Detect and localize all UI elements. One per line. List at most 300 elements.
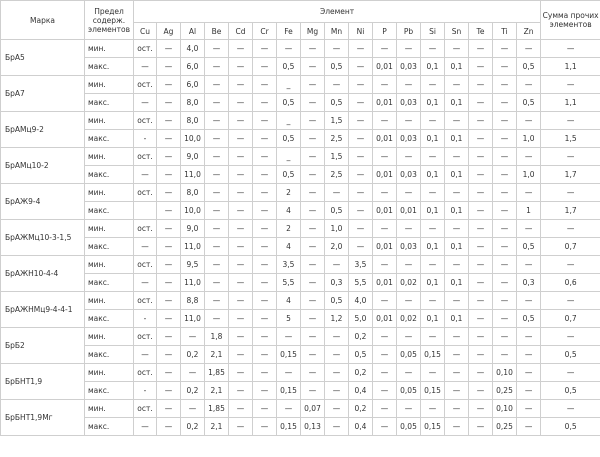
value-cell: — xyxy=(253,76,277,94)
value-cell: — xyxy=(205,220,229,238)
value-cell: — xyxy=(349,112,373,130)
value-cell: — xyxy=(229,76,253,94)
value-cell: — xyxy=(229,382,253,400)
limit-cell: мин. xyxy=(85,292,134,310)
value-cell: — xyxy=(157,220,181,238)
value-cell: — xyxy=(253,400,277,418)
element-header-cell: Ni xyxy=(349,23,373,40)
value-cell: — xyxy=(493,328,517,346)
value-cell: 0,1 xyxy=(445,238,469,256)
value-cell: ост. xyxy=(134,220,157,238)
value-cell: — xyxy=(397,184,421,202)
value-cell: — xyxy=(253,148,277,166)
limit-cell: макс. xyxy=(85,418,134,436)
value-cell: 4 xyxy=(277,238,301,256)
sum-cell: 1,7 xyxy=(541,166,600,184)
value-cell: — xyxy=(301,76,325,94)
value-cell: — xyxy=(157,76,181,94)
sum-cell: — xyxy=(541,40,600,58)
value-cell: — xyxy=(301,274,325,292)
value-cell: 0,01 xyxy=(373,310,397,328)
value-cell: — xyxy=(301,328,325,346)
value-cell: 0,1 xyxy=(421,58,445,76)
value-cell: 8,0 xyxy=(181,94,205,112)
value-cell: — xyxy=(373,418,397,436)
value-cell: 0,5 xyxy=(325,292,349,310)
value-cell: 11,0 xyxy=(181,274,205,292)
value-cell: — xyxy=(397,400,421,418)
value-cell: — xyxy=(134,58,157,76)
value-cell: — xyxy=(253,328,277,346)
table-row xyxy=(1,310,600,328)
value-cell: — xyxy=(493,40,517,58)
table-row xyxy=(1,256,600,274)
value-cell: — xyxy=(134,238,157,256)
value-cell: — xyxy=(493,148,517,166)
value-cell: — xyxy=(301,40,325,58)
value-cell: 0,01 xyxy=(373,202,397,220)
value-cell: 10,0 xyxy=(181,130,205,148)
value-cell: — xyxy=(517,256,541,274)
value-cell: — xyxy=(397,40,421,58)
table-row xyxy=(1,418,600,436)
value-cell: — xyxy=(493,76,517,94)
value-cell: — xyxy=(253,166,277,184)
value-cell: — xyxy=(469,274,493,292)
value-cell: — xyxy=(517,76,541,94)
value-cell: — xyxy=(181,328,205,346)
value-cell: — xyxy=(493,238,517,256)
value-cell: 0,5 xyxy=(277,130,301,148)
value-cell: 1,85 xyxy=(205,400,229,418)
value-cell: 1,5 xyxy=(325,148,349,166)
value-cell: — xyxy=(205,112,229,130)
limit-cell: макс. xyxy=(85,58,134,76)
sum-cell: 0,7 xyxy=(541,238,600,256)
table-row xyxy=(1,202,600,220)
value-cell: — xyxy=(253,346,277,364)
value-cell: — xyxy=(469,112,493,130)
value-cell: — xyxy=(493,184,517,202)
value-cell: — xyxy=(301,346,325,364)
value-cell: 0,1 xyxy=(445,274,469,292)
table-row xyxy=(1,328,600,346)
grade-name: БрБНТ1,9 xyxy=(1,364,85,400)
value-cell: — xyxy=(205,130,229,148)
grade-name: БрАМц10-2 xyxy=(1,148,85,184)
value-cell: — xyxy=(277,400,301,418)
value-cell: — xyxy=(397,112,421,130)
value-cell: 0,2 xyxy=(349,364,373,382)
value-cell: — xyxy=(517,40,541,58)
sum-cell: — xyxy=(541,292,600,310)
value-cell: 0,4 xyxy=(349,418,373,436)
value-cell: — xyxy=(445,364,469,382)
value-cell: 0,5 xyxy=(277,58,301,76)
value-cell: 2,5 xyxy=(325,166,349,184)
value-cell: — xyxy=(301,310,325,328)
value-cell: — xyxy=(253,274,277,292)
table-row xyxy=(1,58,600,76)
value-cell: — xyxy=(205,202,229,220)
value-cell: — xyxy=(205,274,229,292)
value-cell: 0,01 xyxy=(373,274,397,292)
value-cell: 0,5 xyxy=(517,58,541,76)
value-cell: 1,85 xyxy=(205,364,229,382)
value-cell: ост. xyxy=(134,328,157,346)
value-cell: — xyxy=(349,220,373,238)
element-header-cell: Ag xyxy=(157,23,181,40)
element-header-cell: Ti xyxy=(493,23,517,40)
value-cell: — xyxy=(229,400,253,418)
value-cell: — xyxy=(445,400,469,418)
limit-cell: макс. xyxy=(85,94,134,112)
value-cell: 0,5 xyxy=(517,238,541,256)
value-cell: 0,1 xyxy=(421,274,445,292)
value-cell: 11,0 xyxy=(181,166,205,184)
value-cell: — xyxy=(493,94,517,112)
limit-cell: макс. xyxy=(85,130,134,148)
value-cell: — xyxy=(517,328,541,346)
value-cell: — xyxy=(493,346,517,364)
grade-name: БрБ2 xyxy=(1,328,85,364)
table-row xyxy=(1,238,600,256)
value-cell: — xyxy=(229,220,253,238)
value-cell: 0,02 xyxy=(397,274,421,292)
value-cell: 0,2 xyxy=(181,418,205,436)
grade-name: БрАМц9-2 xyxy=(1,112,85,148)
value-cell: — xyxy=(517,346,541,364)
value-cell: — xyxy=(445,76,469,94)
value-cell: — xyxy=(229,112,253,130)
value-cell: — xyxy=(349,130,373,148)
value-cell: 8,0 xyxy=(181,112,205,130)
value-cell: 0,25 xyxy=(493,382,517,400)
value-cell: — xyxy=(469,382,493,400)
limit-cell: макс. xyxy=(85,274,134,292)
value-cell: — xyxy=(325,400,349,418)
value-cell: ост. xyxy=(134,76,157,94)
value-cell: 0,3 xyxy=(517,274,541,292)
value-cell: — xyxy=(349,184,373,202)
sum-cell: — xyxy=(541,400,600,418)
value-cell: — xyxy=(229,202,253,220)
value-cell: — xyxy=(517,382,541,400)
value-cell: 4,0 xyxy=(349,292,373,310)
value-cell: 11,0 xyxy=(181,238,205,256)
table-row xyxy=(1,382,600,400)
value-cell: 2 xyxy=(277,184,301,202)
limit-cell: мин. xyxy=(85,328,134,346)
table-row xyxy=(1,166,600,184)
value-cell: 0,2 xyxy=(349,328,373,346)
value-cell: — xyxy=(181,364,205,382)
value-cell: 0,2 xyxy=(349,400,373,418)
value-cell: 6,0 xyxy=(181,76,205,94)
value-cell: — xyxy=(229,94,253,112)
value-cell: — xyxy=(277,364,301,382)
value-cell: — xyxy=(349,58,373,76)
sum-cell: — xyxy=(541,76,600,94)
value-cell: 0,25 xyxy=(493,418,517,436)
value-cell: 0,01 xyxy=(397,202,421,220)
value-cell: 0,15 xyxy=(277,382,301,400)
value-cell: — xyxy=(253,220,277,238)
sum-cell: — xyxy=(541,364,600,382)
element-header-cell: P xyxy=(373,23,397,40)
value-cell: — xyxy=(157,400,181,418)
value-cell: 0,01 xyxy=(373,58,397,76)
value-cell: 0,2 xyxy=(181,346,205,364)
value-cell: — xyxy=(469,400,493,418)
value-cell: — xyxy=(469,418,493,436)
element-header-cell: Mg xyxy=(301,23,325,40)
grade-name: БрАЖН10-4-4 xyxy=(1,256,85,292)
sum-cell: 0,5 xyxy=(541,346,600,364)
value-cell: — xyxy=(157,328,181,346)
limit-header: Предел содерж. элементов xyxy=(85,1,134,40)
value-cell: — xyxy=(229,130,253,148)
value-cell: — xyxy=(421,76,445,94)
value-cell: — xyxy=(229,58,253,76)
value-cell: — xyxy=(277,328,301,346)
value-cell: — xyxy=(205,76,229,94)
value-cell: — xyxy=(397,328,421,346)
value-cell: — xyxy=(229,184,253,202)
sum-cell: — xyxy=(541,184,600,202)
value-cell: — xyxy=(469,238,493,256)
value-cell: ост. xyxy=(134,112,157,130)
value-cell: 0,07 xyxy=(301,400,325,418)
element-header-cell: Al xyxy=(181,23,205,40)
value-cell: — xyxy=(445,256,469,274)
value-cell: 4 xyxy=(277,292,301,310)
value-cell: — xyxy=(469,346,493,364)
table-row xyxy=(1,40,600,58)
value-cell: — xyxy=(301,130,325,148)
grade-name: БрА7 xyxy=(1,76,85,112)
value-cell: — xyxy=(397,148,421,166)
value-cell: — xyxy=(517,418,541,436)
value-cell: — xyxy=(205,256,229,274)
value-cell: 0,15 xyxy=(421,346,445,364)
value-cell: — xyxy=(325,382,349,400)
value-cell: — xyxy=(493,310,517,328)
value-cell: — xyxy=(445,382,469,400)
value-cell: — xyxy=(325,184,349,202)
value-cell: — xyxy=(373,40,397,58)
table-row xyxy=(1,76,600,94)
sum-cell: — xyxy=(541,220,600,238)
value-cell: — xyxy=(349,40,373,58)
value-cell: 5 xyxy=(277,310,301,328)
value-cell: — xyxy=(373,382,397,400)
value-cell: — xyxy=(517,364,541,382)
value-cell: — xyxy=(493,166,517,184)
table-row xyxy=(1,184,600,202)
value-cell: — xyxy=(157,58,181,76)
sum-cell: 0,5 xyxy=(541,382,600,400)
value-cell: — xyxy=(253,382,277,400)
sum-cell: 1,1 xyxy=(541,94,600,112)
value-cell: — xyxy=(421,220,445,238)
value-cell: 4,0 xyxy=(181,40,205,58)
value-cell: 0,01 xyxy=(373,166,397,184)
limit-cell: макс. xyxy=(85,166,134,184)
limit-cell: мин. xyxy=(85,256,134,274)
value-cell: — xyxy=(493,130,517,148)
value-cell: — xyxy=(517,400,541,418)
value-cell: — xyxy=(157,310,181,328)
sum-cell: — xyxy=(541,148,600,166)
value-cell: — xyxy=(421,364,445,382)
value-cell: — xyxy=(445,346,469,364)
value-cell: — xyxy=(253,256,277,274)
value-cell: 1,0 xyxy=(325,220,349,238)
value-cell: — xyxy=(445,148,469,166)
value-cell: — xyxy=(277,40,301,58)
value-cell: 0,03 xyxy=(397,58,421,76)
value-cell: ост. xyxy=(134,292,157,310)
value-cell: — xyxy=(301,58,325,76)
value-cell: — xyxy=(157,148,181,166)
value-cell: — xyxy=(421,112,445,130)
value-cell: — xyxy=(469,364,493,382)
value-cell: ост. xyxy=(134,364,157,382)
value-cell: — xyxy=(469,310,493,328)
value-cell: 0,15 xyxy=(421,418,445,436)
value-cell: 0,5 xyxy=(325,94,349,112)
value-cell: — xyxy=(157,346,181,364)
value-cell: — xyxy=(301,202,325,220)
value-cell: — xyxy=(469,148,493,166)
value-cell: — xyxy=(445,220,469,238)
value-cell: — xyxy=(517,112,541,130)
value-cell: — xyxy=(205,58,229,76)
value-cell: 0,01 xyxy=(373,130,397,148)
table-row xyxy=(1,400,600,418)
value-cell: 0,1 xyxy=(445,130,469,148)
limit-cell: мин. xyxy=(85,220,134,238)
element-header-cell: Cr xyxy=(253,23,277,40)
value-cell: — xyxy=(301,256,325,274)
sum-cell: — xyxy=(541,256,600,274)
value-cell: — xyxy=(205,166,229,184)
value-cell: — xyxy=(301,112,325,130)
value-cell: — xyxy=(517,292,541,310)
sum-cell: — xyxy=(541,112,600,130)
value-cell: — xyxy=(325,346,349,364)
value-cell: — xyxy=(325,76,349,94)
limit-cell: мин. xyxy=(85,76,134,94)
value-cell: — xyxy=(229,310,253,328)
value-cell: — xyxy=(157,184,181,202)
value-cell: — xyxy=(157,94,181,112)
value-cell: — xyxy=(469,184,493,202)
value-cell: — xyxy=(373,112,397,130)
value-cell: 0,5 xyxy=(325,202,349,220)
value-cell: 2,1 xyxy=(205,418,229,436)
value-cell: — xyxy=(373,184,397,202)
value-cell: 11,0 xyxy=(181,310,205,328)
value-cell: 0,1 xyxy=(445,166,469,184)
value-cell: — xyxy=(157,364,181,382)
value-cell: — xyxy=(469,292,493,310)
value-cell: — xyxy=(253,112,277,130)
value-cell: — xyxy=(301,94,325,112)
table-row xyxy=(1,220,600,238)
value-cell: — xyxy=(157,112,181,130)
value-cell: 4 xyxy=(277,202,301,220)
value-cell: — xyxy=(253,130,277,148)
value-cell: 0,5 xyxy=(277,166,301,184)
value-cell: — xyxy=(205,238,229,256)
value-cell: 0,1 xyxy=(421,94,445,112)
value-cell: — xyxy=(301,238,325,256)
value-cell: — xyxy=(493,58,517,76)
value-cell: 1,5 xyxy=(325,112,349,130)
table-row xyxy=(1,274,600,292)
value-cell: 0,15 xyxy=(277,418,301,436)
sum-cell: 0,5 xyxy=(541,418,600,436)
limit-cell: мин. xyxy=(85,184,134,202)
value-cell: ост. xyxy=(134,400,157,418)
value-cell: 0,02 xyxy=(397,310,421,328)
value-cell: — xyxy=(253,310,277,328)
value-cell: — xyxy=(469,166,493,184)
value-cell: 0,5 xyxy=(277,94,301,112)
value-cell: - xyxy=(134,130,157,148)
value-cell: — xyxy=(373,346,397,364)
grade-name: БрА5 xyxy=(1,40,85,76)
value-cell: — xyxy=(469,256,493,274)
element-header-cell: Pb xyxy=(397,23,421,40)
element-header-cell: Fe xyxy=(277,23,301,40)
value-cell: 5,5 xyxy=(277,274,301,292)
value-cell: — xyxy=(373,364,397,382)
value-cell: — xyxy=(301,148,325,166)
value-cell: — xyxy=(421,148,445,166)
value-cell: 5,0 xyxy=(349,310,373,328)
value-cell: — xyxy=(253,238,277,256)
value-cell: 0,5 xyxy=(349,346,373,364)
value-cell: — xyxy=(517,184,541,202)
value-cell: 0,01 xyxy=(373,94,397,112)
value-cell: 0,1 xyxy=(445,202,469,220)
value-cell: — xyxy=(157,130,181,148)
limit-cell: макс. xyxy=(85,202,134,220)
value-cell: — xyxy=(445,418,469,436)
value-cell: — xyxy=(157,418,181,436)
value-cell: 0,1 xyxy=(421,130,445,148)
value-cell: ост. xyxy=(134,256,157,274)
value-cell: — xyxy=(229,40,253,58)
element-header-cell: Mn xyxy=(325,23,349,40)
value-cell: — xyxy=(421,256,445,274)
value-cell: _ xyxy=(277,148,301,166)
value-cell: 0,15 xyxy=(421,382,445,400)
limit-cell: мин. xyxy=(85,112,134,130)
table-row xyxy=(1,292,600,310)
value-cell: 0,5 xyxy=(517,94,541,112)
limit-cell: мин. xyxy=(85,40,134,58)
table-row xyxy=(1,94,600,112)
value-cell: — xyxy=(229,238,253,256)
element-header-cell: Si xyxy=(421,23,445,40)
value-cell: 3,5 xyxy=(349,256,373,274)
value-cell: 0,05 xyxy=(397,346,421,364)
value-cell: 2,5 xyxy=(325,130,349,148)
